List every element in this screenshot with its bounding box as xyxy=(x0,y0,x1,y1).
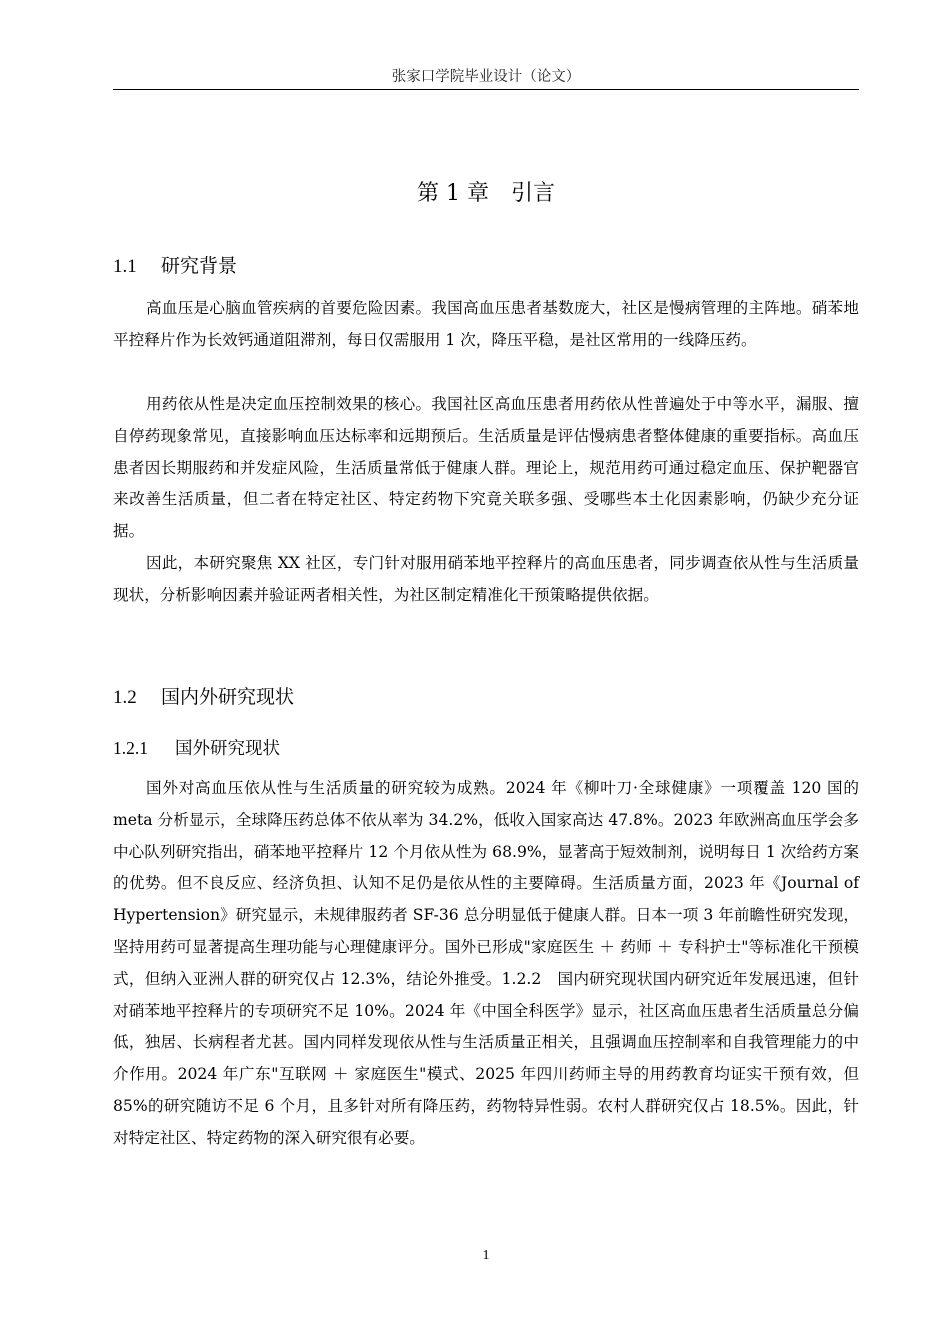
paragraph-foreign-research: 国外对高血压依从性与生活质量的研究较为成熟。2024 年《柳叶刀·全球健康》一项覆盖 120 国的 meta 分析显示，全球降压药总体不依从率为 34.2%，低收入国家高达 47.8%。2023 年欧洲高血压学会多中心队列研究指出，硝苯地平控释片 12 个月依从性为 68.9%，显著高于短效制剂，说明每日 1 次给药方案的优势。但不良反应、经济负担、认知不足仍是依从性的主要障碍。生活质量方面，2023 年《Journal of Hypertension》研究显示，未规律服药者 SF-36 总分明显低于健康人群。日本一项 3 年前瞻性研究发现，坚持用药可显著提高生理功能与心理健康评分。国外已形成"家庭医生 ＋ 药师 ＋ 专科护士"等标准化干预模式，但纳入亚洲人群的研究仅占 12.3%，结论外推受。1.2.2 国内研究现状国内研究近年发展迅速，但针对硝苯地平控释片的专项研究不足 10%。2024 年《中国全科医学》显示，社区高血压患者生活质量总分偏低，独居、长病程者尤甚。国内同样发现依从性与生活质量正相关，且强调血压控制率和自我管理能力的中介作用。2024 年广东"互联网 ＋ 家庭医生"模式、2025 年四川药师主导的用药教育均证实干预有效，但 85%的研究随访不足 6 个月，且多针对所有降压药，药物特异性弱。农村人群研究仅占 18.5%。因此，针对特定社区、特定药物的深入研究很有必要。 xyxy=(113,779,859,1147)
paragraph-background-3: 因此，本研究聚焦 XX 社区，专门针对服用硝苯地平控释片的高血压患者，同步调查依从性与生活质量现状，分析影响因素并验证两者相关性，为社区制定精准化干预策略提供依据。 xyxy=(113,554,859,604)
subsection-title: 国外研究现状 xyxy=(175,739,280,759)
chapter-title xyxy=(113,178,859,210)
subsection-heading-1-2-1 xyxy=(113,735,280,762)
paragraph-background-1: 高血压是心脑血管疾病的首要危险因素。我国高血压患者基数庞大，社区是慢病管理的主阵地。硝苯地平控释片作为长效钙通道阻滞剂，每日仅需服用 1 次，降压平稳，是社区常用的一线降压药。 xyxy=(113,299,859,349)
chapter-title-text: 引言 xyxy=(510,181,555,206)
section-heading-1-2 xyxy=(113,683,294,712)
section-heading-1-1 xyxy=(113,252,237,281)
paragraph-background-2: 用药依从性是决定血压控制效果的核心。我国社区高血压患者用药依从性普遍处于中等水平，漏服、擅自停药现象常见，直接影响血压达标率和远期预后。生活质量是评估慢病患者整体健康的重要指标。高血压患者因长期服药和并发症风险，生活质量常低于健康人群。理论上，规范用药可通过稳定血压、保护靶器官来改善生活质量，但二者在特定社区、特定药物下究竟关联多强、受哪些本土化因素影响，仍缺少充分证据。 xyxy=(113,395,859,541)
header-rule xyxy=(113,89,859,90)
section-number: 1.1 xyxy=(113,256,137,277)
subsection-number: 1.2.1 xyxy=(113,738,148,758)
page-number: 1 xyxy=(482,1248,490,1263)
section-title: 国内外研究现状 xyxy=(161,686,295,708)
chapter-number: 第 1 章 xyxy=(417,181,489,206)
running-header: 张家口学院毕业设计（论文） xyxy=(391,69,581,85)
section-title: 研究背景 xyxy=(161,255,238,277)
section-number: 1.2 xyxy=(113,687,137,708)
